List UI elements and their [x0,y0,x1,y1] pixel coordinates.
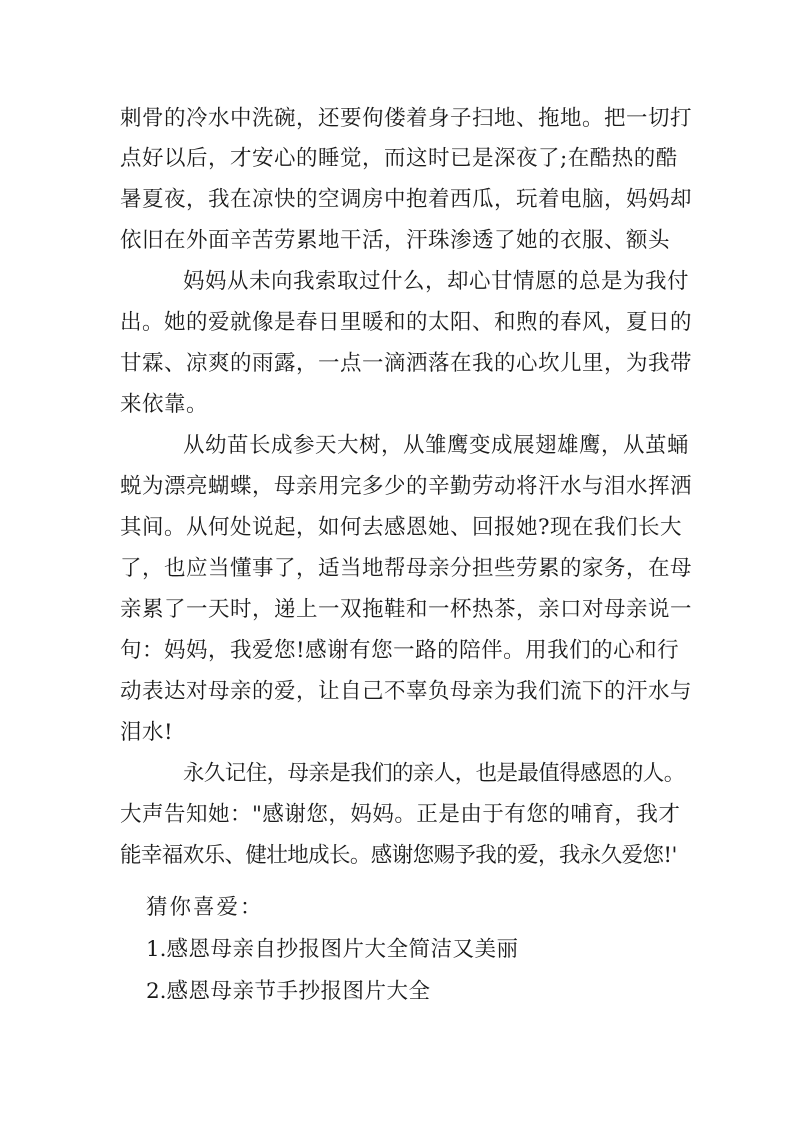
paragraph-3-line-2: 蜕为漂亮蝴蝶，母亲用完多少的辛勤劳动将汗水与泪水挥洒 [120,474,693,499]
related-link-2-number: 2. [146,979,167,1004]
paragraph-3-line-3: 其间。从何处说起，如何去感恩她、回报她?现在我们长大 [120,515,683,540]
paragraph-4-line-2: 大声告知她："感谢您，妈妈。正是由于有您的哺育，我才 [120,802,681,827]
related-link-2[interactable] [146,972,431,1012]
paragraph-4-line-3: 能幸福欢乐、健壮地成长。感谢您赐予我的爱，我永久爱您!' [120,843,677,868]
related-link-1-number: 1. [146,937,167,962]
related-link-1-title: 感恩母亲自抄报图片大全简洁又美丽 [166,937,519,962]
paragraph-3-line-7: 动表达对母亲的爱，让自己不辜负母亲为我们流下的汗水与 [120,679,693,704]
paragraph-4-line-1: 永久记住，母亲是我们的亲人，也是最值得感恩的人。 [183,761,685,786]
paragraph-3-line-6: 句：妈妈，我爱您!感谢有您一路的陪伴。用我们的心和行 [120,638,680,663]
paragraph-2-line-2: 出。她的爱就像是春日里暖和的太阳、和煦的春风，夏日的 [120,310,693,335]
paragraph-2-line-1: 妈妈从未向我索取过什么，却心甘情愿的总是为我付 [183,269,690,294]
paragraph-3-line-4: 了，也应当懂事了，适当地帮母亲分担些劳累的家务，在母 [120,556,693,581]
paragraph-1-line-3: 暑夏夜，我在凉快的空调房中抱着西瓜，玩着电脑，妈妈却 [120,187,693,212]
related-heading: 猜你喜爱： [146,895,264,920]
related-link-1[interactable] [146,930,519,970]
paragraph-3-line-1: 从幼苗长成参天大树，从雏鹰变成展翅雄鹰，从茧蛹 [183,433,690,458]
paragraph-2-line-3: 甘霖、凉爽的雨露，一点一滴洒落在我的心坎儿里，为我带 [120,351,693,376]
paragraph-1-line-1: 刺骨的冷水中洗碗，还要佝偻着身子扫地、拖地。把一切打 [120,106,693,131]
paragraph-1-line-2: 点好以后，才安心的睡觉，而这时已是深夜了;在酷热的酷 [120,146,678,171]
paragraph-2-line-4: 来依靠。 [120,392,209,417]
related-link-2-title: 感恩母亲节手抄报图片大全 [166,979,431,1004]
paragraph-3-line-8: 泪水! [120,720,174,745]
paragraph-3-line-5: 亲累了一天时，递上一双拖鞋和一杯热茶，亲口对母亲说一 [120,597,693,622]
paragraph-1-line-4: 依旧在外面辛苦劳累地干活，汗珠渗透了她的衣服、额头 [120,228,671,253]
